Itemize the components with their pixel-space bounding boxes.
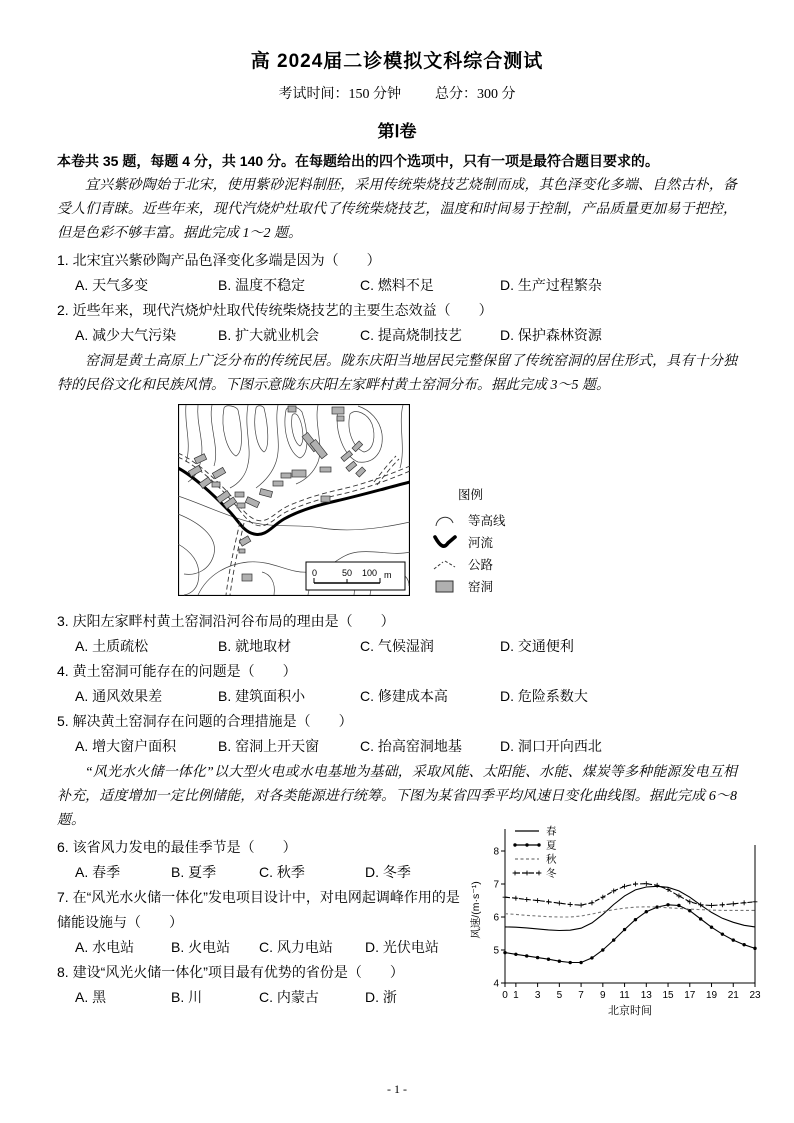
contour-map	[178, 404, 410, 601]
option-c: C. 修建成本高	[360, 688, 448, 704]
question-3-stem: 3. 庆阳左家畔村黄土窑洞沿河谷布局的理由是（ ）	[57, 613, 395, 629]
question-4-stem: 4. 黄土窑洞可能存在的问题是（ ）	[57, 663, 297, 679]
question-8	[57, 960, 461, 1010]
option-c: C. 燃料不足	[360, 277, 434, 293]
svg-text:100: 100	[362, 568, 378, 578]
exam-total-score: 总分：300 分	[435, 87, 516, 102]
svg-text:21: 21	[727, 990, 739, 1001]
legend-label: 窑洞	[468, 580, 494, 594]
question-5	[57, 709, 737, 759]
chart-legend-item	[513, 867, 557, 880]
wind-speed-chart	[469, 819, 761, 1021]
legend-label: 等高线	[468, 514, 506, 528]
question-6-stem: 6. 该省风力发电的最佳季节是（ ）	[57, 839, 297, 855]
question-5-stem: 5. 解决黄土窑洞存在问题的合理措施是（ ）	[57, 713, 353, 729]
option-d: D. 浙	[365, 989, 397, 1005]
svg-text:15: 15	[662, 990, 674, 1001]
svg-text:春: 春	[546, 825, 557, 838]
option-d: D. 交通便利	[500, 638, 574, 654]
option-a: A. 增大窗户面积	[75, 738, 177, 754]
question-1-options	[57, 273, 737, 298]
question-2-stem: 2. 近些年来，现代汽烧炉灶取代传统柴烧技艺的主要生态效益（ ）	[57, 302, 493, 318]
svg-text:秋: 秋	[546, 853, 557, 866]
cave-icon	[432, 577, 458, 595]
passage-3: “风光水火储一体化”以大型火电或水电基地为基础，采取风能、太阳能、水能、煤炭等多种能源发电互相补充，适度增加一定比例储能，对各类能源进行统筹。下图为某省四季平均风速日变化曲线图。据此完成 6～8 题。	[57, 765, 737, 828]
passage-1: 宜兴紫砂陶始于北宋，使用紫砂泥料制胚，采用传统柴烧技艺烧制而成，其色泽变化多端、自然古朴，备受人们青睐。近些年来，现代汽烧炉灶取代了传统柴烧技艺，温度和时间易于控制，产品质量更加易于把控，但是色彩不够丰富。据此完成 1～2 题。	[57, 178, 737, 241]
svg-text:6: 6	[493, 912, 499, 924]
option-a: A. 黑	[75, 989, 107, 1005]
option-b: B. 建筑面积小	[218, 688, 306, 704]
option-a: A. 减少大气污染	[75, 327, 177, 343]
option-b: B. 窑洞上开天窗	[218, 738, 320, 754]
svg-text:5: 5	[556, 990, 563, 1001]
section-instructions: 本卷共 35 题，每题 4 分，共 140 分。在每题给出的四个选项中，只有一项是最符合题目要求的。	[57, 153, 660, 169]
option-a: A. 土质疏松	[75, 638, 149, 654]
question-1	[57, 248, 737, 298]
svg-text:3: 3	[534, 990, 541, 1001]
exam-duration: 考试时间：150 分钟	[278, 87, 401, 102]
svg-text:19: 19	[705, 990, 718, 1001]
option-d: D. 光伏电站	[365, 939, 439, 955]
option-a: A. 水电站	[75, 939, 135, 955]
svg-text:北京时间: 北京时间	[608, 1005, 652, 1017]
page-title: 高 2024届二诊模拟文科综合测试	[250, 51, 544, 72]
questions-6-8-block	[57, 825, 761, 1047]
contour-line-icon	[432, 511, 458, 529]
option-a: A. 春季	[75, 864, 121, 880]
option-b: B. 就地取材	[218, 638, 292, 654]
map-figure	[178, 404, 737, 601]
svg-text:7: 7	[493, 879, 499, 891]
svg-text:11: 11	[619, 990, 630, 1001]
road-icon	[432, 555, 458, 573]
question-4	[57, 659, 737, 709]
question-4-options	[57, 684, 737, 709]
question-2	[57, 298, 737, 348]
option-b: B. 扩大就业机会	[218, 327, 320, 343]
svg-text:夏: 夏	[546, 839, 557, 852]
svg-text:13: 13	[640, 990, 652, 1001]
legend-item-contour	[432, 509, 544, 531]
river-icon	[432, 533, 458, 551]
legend-item-river	[432, 531, 544, 553]
option-c: C. 抬高窑洞地基	[360, 738, 462, 754]
svg-text:m: m	[384, 570, 392, 580]
option-c: C. 秋季	[259, 864, 305, 880]
svg-text:1: 1	[513, 990, 519, 1001]
svg-text:17: 17	[684, 990, 696, 1001]
svg-text:0: 0	[502, 990, 508, 1001]
legend-item-cave	[432, 575, 544, 597]
map-scale-bar	[306, 562, 405, 590]
svg-text:8: 8	[493, 846, 499, 858]
question-7-stem: 7. 在“风光水火储一体化”发电项目设计中，对电网起调峰作用的是储能设施与（ ）	[57, 889, 460, 930]
option-c: C. 风力电站	[259, 939, 333, 955]
map-legend	[432, 485, 544, 601]
question-3-options	[57, 634, 737, 659]
svg-text:风速/(m·s⁻¹): 风速/(m·s⁻¹)	[470, 881, 482, 939]
svg-text:7: 7	[578, 990, 584, 1001]
svg-text:5: 5	[493, 945, 499, 957]
option-d: D. 保护森林资源	[500, 327, 602, 343]
svg-text:50: 50	[342, 568, 353, 578]
svg-text:4: 4	[493, 978, 499, 990]
question-5-options	[57, 734, 737, 759]
legend-label: 公路	[468, 558, 494, 572]
page-number: - 1 -	[387, 1082, 407, 1096]
svg-text:冬: 冬	[546, 867, 557, 880]
svg-text:0: 0	[312, 568, 318, 578]
section-title: 第Ⅰ卷	[377, 122, 417, 141]
question-7-options	[57, 935, 461, 960]
option-c: C. 内蒙古	[259, 989, 319, 1005]
option-d: D. 洞口开向西北	[500, 738, 602, 754]
option-b: B. 火电站	[171, 939, 231, 955]
svg-text:9: 9	[600, 990, 606, 1001]
chart-legend-item	[515, 825, 557, 838]
option-a: A. 通风效果差	[75, 688, 163, 704]
exam-meta	[57, 83, 737, 103]
option-b: B. 川	[171, 989, 203, 1005]
question-7	[57, 885, 461, 960]
svg-text:23: 23	[749, 990, 761, 1001]
option-d: D. 生产过程繁杂	[500, 277, 602, 293]
chart-legend-item	[513, 840, 557, 852]
question-8-stem: 8. 建设“风光火储一体化”项目最有优势的省份是（ ）	[57, 964, 404, 980]
map-legend-title: 图例	[458, 488, 484, 502]
option-b: B. 夏季	[171, 864, 217, 880]
option-c: C. 提高烧制技艺	[360, 327, 462, 343]
passage-2: 窑洞是黄土高原上广泛分布的传统民居。陇东庆阳当地居民完整保留了传统窑洞的居住形式，具有十分独特的民俗文化和民族风情。下图示意陇东庆阳左家畔村黄土窑洞分布。据此完成 3～5 题。	[57, 354, 737, 393]
option-a: A. 天气多变	[75, 277, 149, 293]
question-2-options	[57, 323, 737, 348]
question-6-options	[57, 860, 461, 885]
legend-item-road	[432, 553, 544, 575]
option-c: C. 气候湿润	[360, 638, 434, 654]
question-1-stem: 1. 北宋宜兴紫砂陶产品色泽变化多端是因为（ ）	[57, 252, 381, 268]
option-d: D. 危险系数大	[500, 688, 588, 704]
legend-label: 河流	[468, 536, 494, 550]
chart-legend-item	[515, 853, 557, 866]
question-3	[57, 609, 737, 659]
option-d: D. 冬季	[365, 864, 411, 880]
question-6	[57, 835, 461, 885]
option-b: B. 温度不稳定	[218, 277, 306, 293]
question-8-options	[57, 985, 461, 1010]
